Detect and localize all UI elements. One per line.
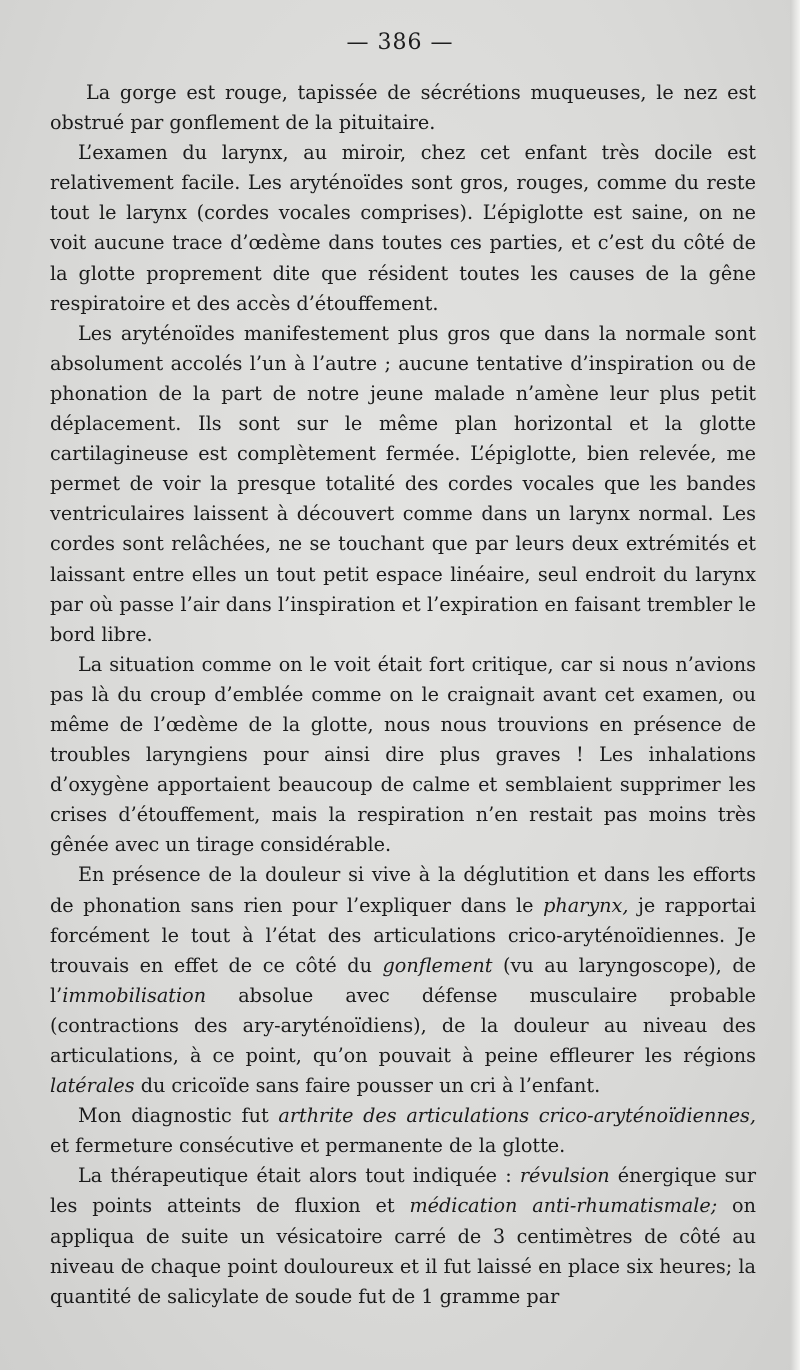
text-run: Les aryténoïdes manifestement plus gros que dans la normale sont absolument accolés l’un à l’autre ; aucune tentative d’inspiration ou de phonation de la part de notre jeune malade n’amène leur plus petit déplacement. Ils sont sur le même plan horizontal et la glotte cartilagineuse est complètement fermée. L’épiglotte, bien relevée, me permet de voir la presque totalité des cordes vocales que les bandes ventriculaires laissent à découvert comme dans un larynx normal. Les cordes sont relâchées, ne se touchant que par leurs deux extrémités et laissant entre elles un tout petit espace linéaire, seul endroit du larynx par où passe l’air dans l’inspiration et l’expiration en faisant trembler le bord libre. (50, 321, 756, 646)
paragraph (50, 1101, 756, 1161)
paragraph (50, 319, 756, 650)
text-run: on appliqua de suite un vésicatoire carré de 3 centimètres de côté au niveau de chaque point douloureux et il fut laissé en place six heures; la quantité de salicylate de soude fut de 1 gramme par (50, 1194, 756, 1308)
text-run: En présence de la douleur si vive à la déglutition et dans les efforts de phonation sans rien pour l’expliquer dans le (50, 863, 756, 917)
page-number: — 386 — (346, 30, 454, 55)
paragraph (50, 1161, 756, 1311)
text-run: et fermeture consécutive et permanente de la glotte. (50, 1134, 566, 1158)
italic-text: gonflement (382, 953, 493, 977)
paragraph (50, 860, 756, 1101)
text-run: La situation comme on le voit était fort critique, car si nous n’avions pas là du croup d’emblée comme on le craignait avant cet examen, ou même de l’œdème de la glotte, nous nous trouvions en présence de troubles laryngiens pour ainsi dire plus graves ! Les inhalations d’oxygène apportaient beaucoup de calme et semblaient supprimer les crises d’étouffement, mais la respiration n’en restait pas moins très gênée avec un tirage considérable. (50, 652, 756, 857)
body-text (50, 78, 756, 1312)
italic-text: latérales (50, 1074, 135, 1098)
text-run: énergique sur les points atteints de fluxion et (50, 1164, 756, 1218)
text-run: je rapportai forcément le tout à l’état des articulations crico-aryténoïdiennes. Je trouvais en effet de ce côté du (50, 893, 756, 977)
italic-text: arthrite des articulations crico-aryténoïdiennes, (278, 1104, 756, 1128)
paragraph (50, 650, 756, 861)
text-run: (vu au laryngoscope), de l’ (50, 953, 756, 1007)
paragraph (50, 138, 756, 319)
page-edge (790, 0, 800, 1370)
paragraph (50, 78, 756, 138)
italic-text: immobilisation (62, 983, 207, 1007)
text-run: La thérapeutique était alors tout indiquée : (78, 1164, 520, 1188)
text-run: La gorge est rouge, tapissée de sécrétions muqueuses, le nez est obstrué par gonflement de la pituitaire. (50, 81, 756, 135)
text-run: L’examen du larynx, au miroir, chez cet enfant très docile est relativement facile. Les aryténoïdes sont gros, rouges, comme du reste tout le larynx (cordes vocales comprises). L’épiglotte est saine, on ne voit aucune trace d’œdème dans toutes ces parties, et c’est du côté de la glotte proprement dite que résident toutes les causes de la gêne respiratoire et des accès d’étouffement. (50, 141, 756, 315)
italic-text: médication anti-rhumatismale; (409, 1194, 718, 1218)
text-run: absolue avec défense musculaire probable (contractions des ary-aryténoïdiens), de la douleur au niveau des articulations, à ce point, qu’on pouvait à peine effleurer les régions (50, 983, 756, 1067)
italic-text: pharynx, (543, 893, 629, 917)
text-run: du cricoïde sans faire pousser un cri à l’enfant. (134, 1074, 601, 1098)
text-run: Mon diagnostic fut (78, 1104, 279, 1128)
italic-text: révulsion (519, 1164, 610, 1188)
